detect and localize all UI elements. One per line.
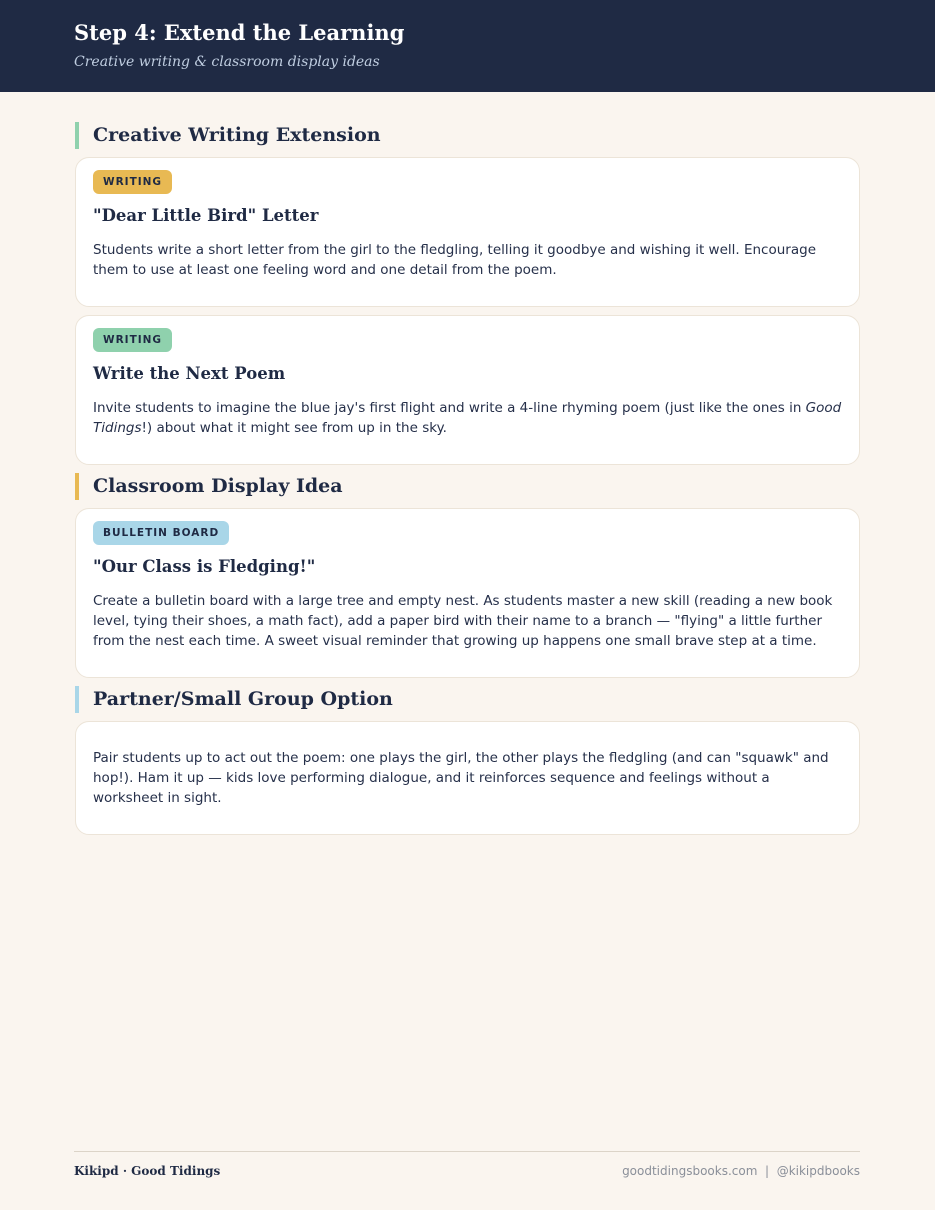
activity-card-bulletin-board <box>75 508 860 678</box>
main-content <box>0 92 935 835</box>
footer-brand: Kikipd · Good Tidings <box>74 1164 221 1178</box>
section-title-partner-group: Partner/Small Group Option <box>75 686 860 713</box>
activity-description: Students write a short letter from the girl to the fledgling, telling it goodbye and wishing it well. Encourage them to use at least one feeling word and one detail from the poem. <box>93 242 816 278</box>
section-title-classroom-display: Classroom Display Idea <box>75 473 860 500</box>
activity-card-next-poem <box>75 315 860 465</box>
activity-description: Create a bulletin board with a large tree and empty nest. As students master a new skill (reading a new book level, tying their shoes, a math fact), add a paper bird with their name to a branch — "flying" a little further from the nest each time. A sweet visual reminder that growing up happens one small brave step at a time. <box>93 593 833 649</box>
activity-description <box>93 398 842 438</box>
activity-card-partner <box>75 721 860 835</box>
footer-links: goodtidingsbooks.com | @kikipdbooks <box>622 1164 860 1178</box>
activity-title: "Our Class is Fledging!" <box>93 557 316 576</box>
activity-title: Write the Next Poem <box>93 364 286 383</box>
category-badge: BULLETIN BOARD <box>93 521 229 545</box>
page-title: Step 4: Extend the Learning <box>74 20 405 45</box>
page-header <box>0 0 935 92</box>
category-badge: WRITING <box>93 328 172 352</box>
book-title: Good Tidings <box>93 400 842 436</box>
activity-description: Pair students up to act out the poem: one plays the girl, the other plays the fledgling (and can "squawk" and hop!). Ham it up — kids love performing dialogue, and it reinforces sequence and feelings without a worksheet in sight. <box>93 750 829 806</box>
activity-title: "Dear Little Bird" Letter <box>93 206 319 225</box>
description-text: !) about what it might see from up in the sky. <box>141 420 447 436</box>
section-title-creative-writing: Creative Writing Extension <box>75 122 860 149</box>
description-text: Invite students to imagine the blue jay's first flight and write a 4-line rhyming poem (just like the ones in <box>93 400 806 416</box>
page-footer <box>74 1151 860 1178</box>
category-badge: WRITING <box>93 170 172 194</box>
activity-card-letter <box>75 157 860 307</box>
page-subtitle: Creative writing & classroom display ideas <box>74 54 380 70</box>
